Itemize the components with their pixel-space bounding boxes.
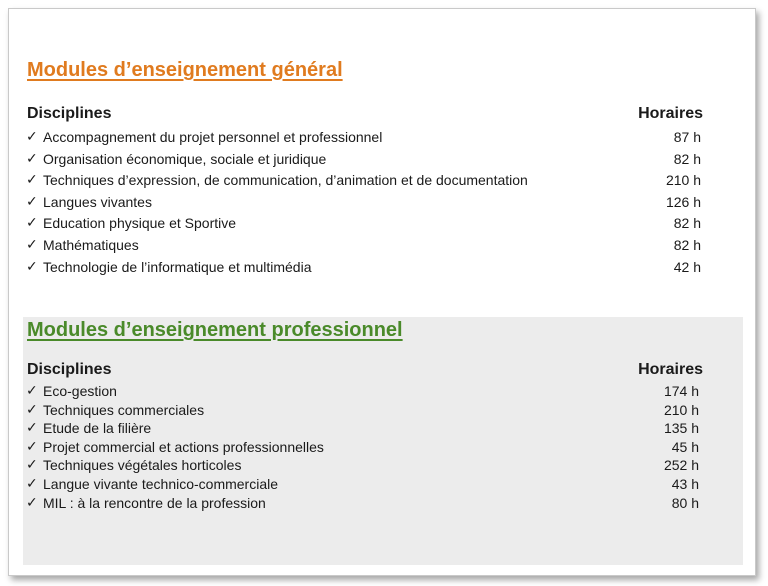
list-item: [25, 257, 741, 279]
general-modules-section: [25, 57, 741, 297]
checkmark-icon: ✓: [26, 193, 38, 210]
discipline-hours: 87 h: [673, 129, 701, 145]
discipline-hours: 174 h: [663, 383, 699, 399]
discipline-hours: 43 h: [671, 475, 699, 492]
discipline-hours: 210 h: [665, 172, 701, 189]
professional-table-header: [23, 361, 743, 381]
checkmark-icon: ✓: [26, 236, 38, 253]
checkmark-icon: ✓: [26, 129, 38, 145]
checkmark-icon: ✓: [26, 475, 38, 492]
list-item: [25, 149, 741, 171]
discipline-label: Techniques d’expression, de communication, d’animation et de documentation: [43, 172, 528, 189]
horaires-header: Horaires: [638, 361, 703, 378]
disciplines-header: Disciplines: [27, 105, 112, 122]
checkmark-icon: ✓: [26, 150, 38, 167]
checkmark-icon: ✓: [26, 215, 38, 232]
checkmark-icon: ✓: [26, 258, 38, 275]
discipline-hours: 126 h: [665, 193, 701, 210]
discipline-hours: 210 h: [663, 401, 699, 418]
checkmark-icon: ✓: [26, 494, 38, 511]
general-discipline-list: [25, 127, 741, 278]
list-item: [23, 382, 743, 401]
discipline-hours: 82 h: [673, 236, 701, 253]
discipline-hours: 80 h: [671, 494, 699, 511]
list-item: [25, 170, 741, 192]
discipline-hours: 45 h: [671, 438, 699, 455]
disciplines-header: Disciplines: [27, 361, 112, 378]
list-item: [23, 494, 743, 513]
list-item: [23, 438, 743, 457]
discipline-label: Langues vivantes: [43, 193, 152, 210]
checkmark-icon: ✓: [26, 457, 38, 474]
general-table-header: [25, 105, 741, 125]
discipline-hours: 252 h: [663, 457, 699, 474]
list-item: [25, 192, 741, 214]
discipline-label: Mathématiques: [43, 236, 139, 253]
slide-card: [8, 8, 756, 576]
horaires-header: Horaires: [638, 105, 703, 122]
discipline-label: Technologie de l’informatique et multimédia: [43, 258, 312, 275]
discipline-label: MIL : à la rencontre de la profession: [43, 494, 266, 511]
list-item: [25, 127, 741, 149]
discipline-label: Education physique et Sportive: [43, 215, 237, 232]
discipline-label: Techniques commerciales: [43, 401, 205, 418]
discipline-hours: 82 h: [673, 150, 701, 167]
discipline-label: Projet commercial et actions professionnelles: [43, 438, 324, 455]
discipline-hours: 82 h: [673, 215, 701, 232]
discipline-label: Eco-gestion: [43, 383, 117, 399]
discipline-label: Organisation économique, sociale et juridique: [43, 150, 327, 167]
general-modules-title: Modules d’enseignement général: [27, 59, 343, 81]
professional-modules-title: Modules d’enseignement professionnel: [27, 319, 403, 341]
discipline-label: Techniques végétales horticoles: [43, 457, 242, 474]
checkmark-icon: ✓: [26, 420, 38, 437]
professional-modules-section: [23, 317, 743, 565]
list-item: [25, 235, 741, 257]
discipline-label: Accompagnement du projet personnel et professionnel: [43, 129, 383, 145]
list-item: [23, 419, 743, 438]
checkmark-icon: ✓: [26, 401, 38, 418]
discipline-label: Etude de la filière: [43, 420, 152, 437]
discipline-hours: 42 h: [673, 258, 701, 275]
discipline-hours: 135 h: [663, 420, 699, 437]
checkmark-icon: ✓: [26, 438, 38, 455]
professional-discipline-list: [23, 382, 743, 512]
list-item: [23, 401, 743, 420]
list-item: [23, 456, 743, 475]
list-item: [25, 213, 741, 235]
checkmark-icon: ✓: [26, 383, 38, 399]
discipline-label: Langue vivante technico-commerciale: [43, 475, 279, 492]
list-item: [23, 475, 743, 494]
checkmark-icon: ✓: [26, 172, 38, 189]
